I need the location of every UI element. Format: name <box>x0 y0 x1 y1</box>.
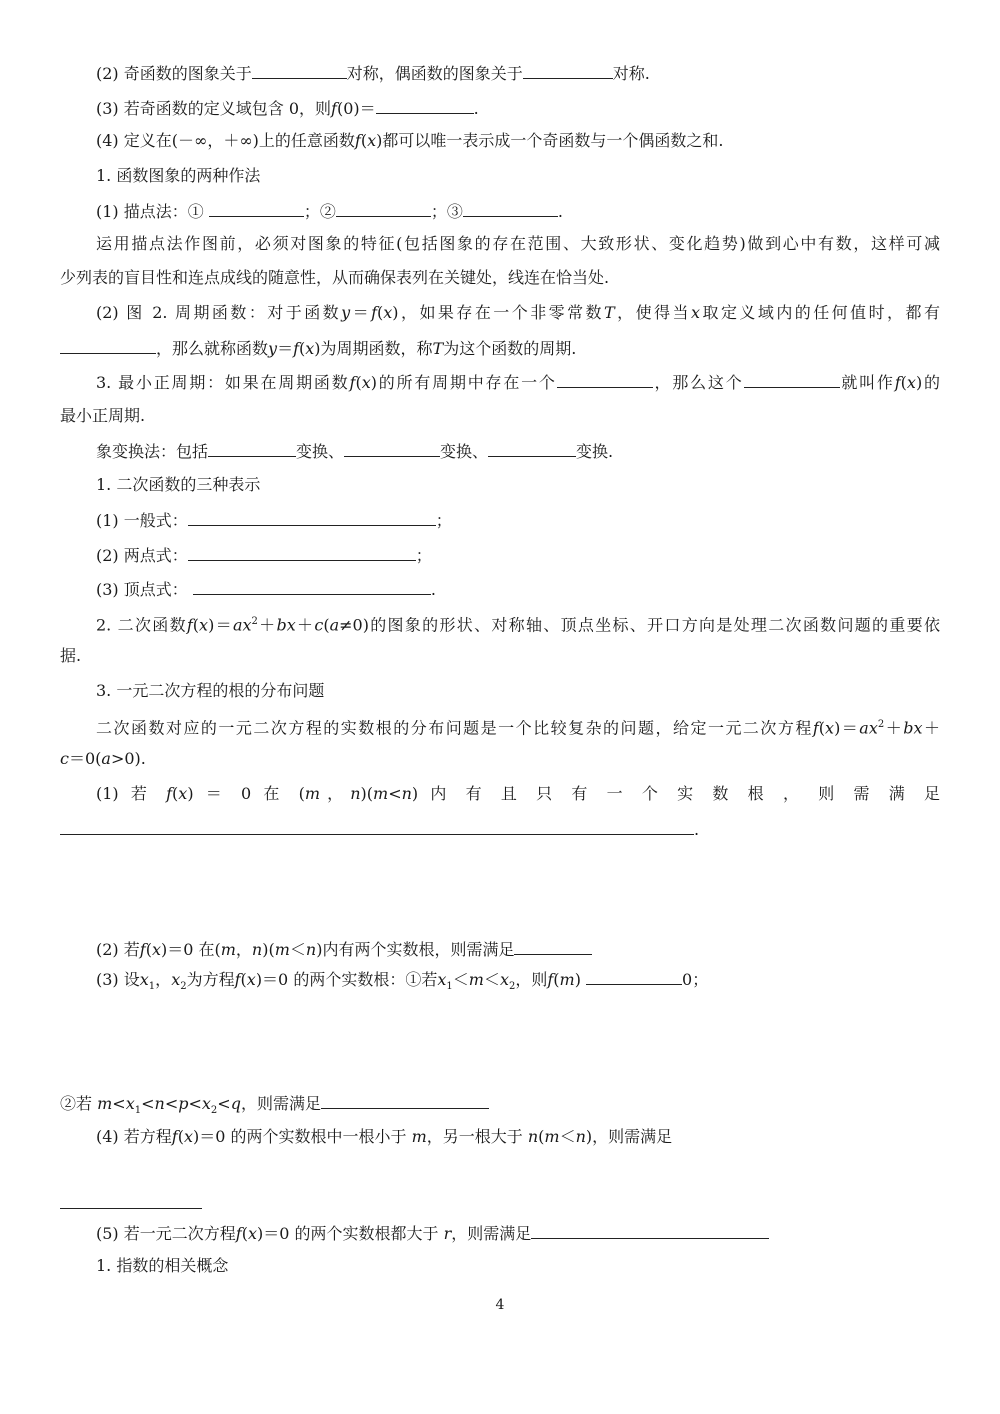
text: )都可以唯一表示成一个奇函数与一个偶函数之和. <box>376 131 724 150</box>
heading-graph-methods: 1. 函数图象的两种作法 <box>96 166 261 185</box>
text: < <box>112 1094 126 1113</box>
text: ) ＝ 0 在 ( <box>187 784 305 803</box>
text: < <box>217 1094 231 1113</box>
text: 变换、 <box>296 442 345 461</box>
math-var: q <box>230 1094 241 1113</box>
math-var: x <box>201 1094 211 1113</box>
line-min-period <box>96 369 940 393</box>
math-var: c <box>314 615 324 635</box>
text: ) <box>574 970 581 989</box>
line-root-distribution-intro-2 <box>60 747 146 771</box>
text: )的 <box>915 373 940 392</box>
subscript: 1 <box>446 981 453 993</box>
text: ＜ <box>559 1127 576 1146</box>
math-var: a <box>101 749 111 768</box>
math-var: p <box>178 1094 189 1113</box>
text: (2) 两点式： <box>96 546 188 565</box>
text <box>96 782 940 806</box>
heading-exponent-concepts: 1. 指数的相关概念 <box>96 1256 229 1275</box>
math-var: x <box>171 970 181 989</box>
text: 取定义域内的任何值时，都有 <box>700 303 940 322</box>
text: ≠0)的图象的形状、对称轴、顶点坐标、开口方向是处理二次函数问题的重要依 <box>339 615 940 635</box>
line-periodic-function <box>96 301 940 325</box>
text: (3) 顶点式： <box>96 580 188 599</box>
math-var: x <box>825 718 835 738</box>
text: 2. 二次函数 <box>96 615 187 635</box>
math-var: f <box>234 970 241 989</box>
text: )＝0 在( <box>160 940 221 959</box>
text: ， <box>235 940 252 959</box>
math-var: x <box>151 940 161 959</box>
heading-quadratic-forms: 1. 二次函数的三种表示 <box>96 475 261 494</box>
math-var: f <box>371 303 378 322</box>
math-var: m <box>544 1127 560 1146</box>
math-var: y <box>268 339 278 358</box>
text: ( <box>377 303 384 322</box>
math-var: bx <box>903 718 923 738</box>
math-var: m <box>274 940 290 959</box>
line-plotting-method <box>96 198 563 222</box>
blank <box>336 198 431 217</box>
text: ＋ <box>257 615 277 635</box>
text: ( <box>323 615 330 635</box>
math-var: f <box>235 1224 242 1243</box>
text: ( <box>360 131 368 150</box>
text: ( <box>145 940 152 959</box>
math-var: x <box>367 131 377 150</box>
math-var: x <box>139 970 149 989</box>
math-var: y <box>341 303 351 322</box>
text: 3. 最小正周期：如果在周期函数 <box>96 373 350 392</box>
line-case-3-part-2 <box>60 1090 489 1117</box>
subscript: 1 <box>134 1105 142 1117</box>
math-var: bx <box>276 615 296 635</box>
text: . <box>430 580 436 599</box>
text: ，则 <box>515 970 548 989</box>
blank <box>531 1220 769 1239</box>
text: ＜ <box>483 970 500 989</box>
blank <box>557 369 653 388</box>
text: ；③ <box>430 202 463 221</box>
math-var: x <box>361 373 371 392</box>
text: < <box>388 784 402 803</box>
line-case-2 <box>96 936 592 960</box>
text: ( <box>553 970 560 989</box>
text: 为方程 <box>186 970 235 989</box>
text: . <box>694 820 700 839</box>
math-var: T <box>432 339 444 358</box>
math-var: x <box>246 970 256 989</box>
math-var: n <box>251 940 263 959</box>
paragraph-line: 据. <box>60 646 82 665</box>
text: ， <box>320 784 351 803</box>
text: ＝ <box>277 339 294 358</box>
math-var: r <box>443 1224 452 1243</box>
line-transform-method <box>96 438 613 462</box>
text: 运用描点法作图前，必须对图象的特征(包括图象的存在范围、大致形状、变化趋势)做到心中有数，这样可减 <box>96 234 940 253</box>
text: ， <box>155 970 172 989</box>
math-var: n <box>575 1127 586 1146</box>
subscript: 2 <box>508 981 516 993</box>
text: 象变换法：包括 <box>96 442 209 461</box>
blank <box>514 936 592 955</box>
text: )的所有周期中存在一个 <box>370 373 557 392</box>
text: )，如果存在一个非零常数 <box>392 303 605 322</box>
subscript: 1 <box>148 981 156 993</box>
math-var: f <box>166 784 173 803</box>
math-var: f <box>139 940 146 959</box>
line-decomposition <box>96 129 723 153</box>
math-var: f <box>171 1127 178 1146</box>
text: (2) 若 <box>96 940 140 959</box>
blank <box>60 816 694 835</box>
math-var: m <box>97 1094 113 1113</box>
text: (4) 定义在(－∞，＋∞)上的任意函数 <box>96 131 355 150</box>
blank <box>188 542 416 561</box>
math-var: n <box>527 1127 539 1146</box>
text: ( <box>192 615 200 635</box>
text: ，则需满足 <box>240 1094 321 1113</box>
text: ，使得当 <box>614 303 691 322</box>
text: ( <box>538 1127 545 1146</box>
line-case-1 <box>96 782 940 806</box>
math-var: x <box>691 303 701 322</box>
math-var: f <box>293 339 299 358</box>
blank <box>193 576 431 595</box>
math-var: ax <box>232 615 252 635</box>
text: ＋ <box>295 615 315 635</box>
text: ＋ <box>884 718 904 738</box>
line-two-point-form <box>96 542 432 566</box>
text: )＝0 的两个实数根：①若 <box>255 970 438 989</box>
text: ，那么就称函数 <box>156 339 269 358</box>
math-var: x <box>499 970 509 989</box>
math-var: x <box>437 970 447 989</box>
blank <box>60 335 156 354</box>
math-var: x <box>178 784 188 803</box>
blank <box>321 1090 489 1109</box>
text: . <box>473 99 479 118</box>
math-var: x <box>305 339 315 358</box>
superscript: 2 <box>877 719 885 730</box>
text: ，那么这个 <box>652 373 744 392</box>
math-var: x <box>183 1127 193 1146</box>
text: ( <box>177 1127 184 1146</box>
text: ＜ <box>452 970 469 989</box>
math-var: ax <box>859 718 878 738</box>
math-var: m <box>559 970 575 989</box>
text: 对称，偶函数的图象关于 <box>346 64 523 83</box>
text <box>96 713 940 740</box>
subscript: 2 <box>210 1105 218 1117</box>
text: ；② <box>303 202 336 221</box>
paragraph-line: 少列表的盲目性和连点成线的随意性，从而确保表列在关键处，线连在恰当处. <box>60 268 610 287</box>
text: (1) 若 <box>96 784 154 803</box>
math-var: x <box>906 373 916 392</box>
text: < <box>188 1094 202 1113</box>
text: (3) 设 <box>96 970 140 989</box>
text: (2) 奇函数的图象关于 <box>96 64 252 83</box>
text: ( <box>172 784 179 803</box>
blank <box>252 60 347 79</box>
line-odd-even-symmetry <box>96 60 650 84</box>
text: (4) 若方程 <box>96 1127 172 1146</box>
math-var: f <box>812 718 819 738</box>
line-vertex-form <box>96 576 436 600</box>
subscript: 2 <box>180 981 187 993</box>
text: < <box>164 1094 179 1113</box>
text: 对称. <box>612 64 650 83</box>
text: 变换、 <box>440 442 489 461</box>
blank <box>344 438 440 457</box>
blank <box>463 198 558 217</box>
text: )( <box>360 784 374 803</box>
paragraph-line: 最小正周期. <box>60 406 146 425</box>
math-var: m <box>220 940 236 959</box>
text: 二次函数对应的一元二次方程的实数根的分布问题是一个比较复杂的问题，给定一元二次方程 <box>96 718 813 738</box>
text: ； <box>415 546 432 565</box>
text: (0)＝ <box>336 99 376 118</box>
text: )＝0 的两个实数根都大于 <box>256 1224 439 1243</box>
text: ( <box>241 1224 248 1243</box>
math-var: T <box>604 303 615 322</box>
text: ＝ <box>350 303 372 322</box>
text: (5) 若一元二次方程 <box>96 1224 236 1243</box>
math-var: m <box>373 784 389 803</box>
text: ②若 <box>60 1094 93 1113</box>
math-var: n <box>305 940 317 959</box>
text: ( <box>900 373 907 392</box>
math-var: m <box>304 784 321 803</box>
text: 为这个函数的周期. <box>443 339 577 358</box>
math-var: n <box>401 784 412 803</box>
blank <box>376 95 474 114</box>
math-var: m <box>468 970 484 989</box>
text: 变换. <box>576 442 614 461</box>
text: ，另一根大于 <box>426 1127 523 1146</box>
text: (3) 若奇函数的定义域包含 0，则 <box>96 99 332 118</box>
text: )＝ <box>208 615 233 635</box>
math-var: x <box>199 615 209 635</box>
blank <box>209 198 304 217</box>
page-number: 4 <box>495 1297 505 1313</box>
text: ＜ <box>289 940 306 959</box>
math-var: n <box>154 1094 165 1113</box>
math-var: f <box>547 970 554 989</box>
text: ( <box>240 970 247 989</box>
text: )内有两个实数根，则需满足 <box>316 940 515 959</box>
heading-root-distribution: 3. 一元二次方程的根的分布问题 <box>96 681 325 700</box>
line-general-form <box>96 507 452 531</box>
math-var: f <box>331 99 337 118</box>
math-var: c <box>60 749 69 768</box>
text: 0； <box>682 970 709 989</box>
blank <box>208 438 296 457</box>
line-quadratic-properties <box>96 610 940 634</box>
text: ( <box>355 373 362 392</box>
text: )为周期函数，称 <box>314 339 433 358</box>
text: >0). <box>110 749 146 768</box>
blank <box>744 369 840 388</box>
line-case-4 <box>96 1125 672 1149</box>
text <box>96 610 940 637</box>
math-var: f <box>349 373 356 392</box>
blank <box>488 438 576 457</box>
text: . <box>557 202 563 221</box>
math-var: x <box>383 303 393 322</box>
text: (2) 图 2. 周期函数：对于函数 <box>96 303 342 322</box>
text: ＝0( <box>68 749 102 768</box>
math-var: n <box>350 784 361 803</box>
line-root-distribution-intro <box>96 713 940 737</box>
blank <box>188 507 436 526</box>
text: )( <box>262 940 275 959</box>
blank <box>586 966 682 985</box>
math-var: m <box>411 1127 427 1146</box>
blank <box>523 60 613 79</box>
text <box>96 301 940 325</box>
text: (1) 描点法：① <box>96 202 204 221</box>
text: 就叫作 <box>839 373 895 392</box>
line-odd-function-f0 <box>96 95 479 119</box>
math-var: a <box>329 615 340 635</box>
text: ( <box>299 339 306 358</box>
math-var: x <box>247 1224 257 1243</box>
line-case-1-blank <box>60 816 699 840</box>
text: )＝0 的两个实数根中一根小于 <box>192 1127 407 1146</box>
text: (1) 一般式： <box>96 511 188 530</box>
math-var: f <box>354 131 361 150</box>
text: )＝ <box>834 718 860 738</box>
paragraph-line <box>96 232 940 256</box>
answer-blank-line <box>60 1208 202 1209</box>
line-case-3 <box>96 966 709 993</box>
text: ，则需满足 <box>451 1224 532 1243</box>
text: < <box>141 1094 155 1113</box>
text: ＋ <box>922 718 940 738</box>
text <box>96 369 940 395</box>
math-var: f <box>894 373 901 392</box>
math-var: x <box>125 1094 135 1113</box>
math-var: f <box>186 615 193 635</box>
text: )，则需满足 <box>585 1127 673 1146</box>
line-case-5 <box>96 1220 769 1244</box>
text: ) 内 有 且 只 有 一 个 实 数 根 ， 则 需 满 足 <box>411 784 940 803</box>
superscript: 2 <box>251 616 258 627</box>
line-periodic-function-2 <box>60 335 576 359</box>
text: ( <box>818 718 826 738</box>
text: ； <box>435 511 452 530</box>
